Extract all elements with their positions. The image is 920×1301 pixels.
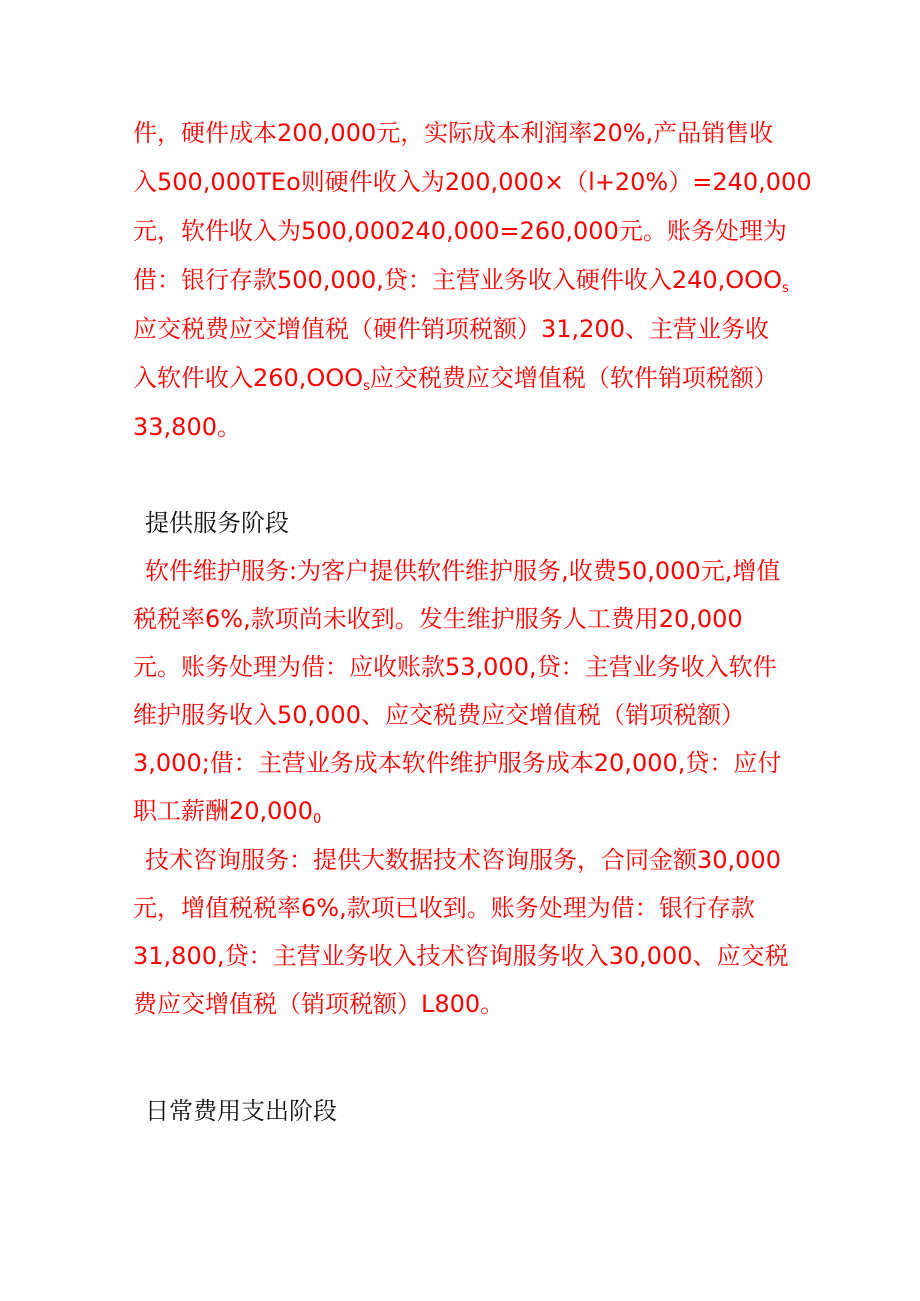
text-line: 元，增值税税率6%,款项已收到。账务处理为借：银行存款 — [133, 894, 755, 922]
text-line: 33,800。 — [133, 413, 241, 441]
text-line: 技术咨询服务：提供大数据技术咨询服务，合同金额30,000 — [145, 846, 781, 874]
section-heading-service: 提供服务阶段 — [145, 509, 289, 537]
text-line: 税税率6%,款项尚未收到。发生维护服务人工费用20,000 — [133, 605, 743, 633]
text-line: 入500,000TEo则硬件收入为200,000×（l+20%）=240,000 — [133, 168, 812, 196]
text-span: 借：银行存款500,000,贷：主营业务收入硬件收入240,OOO — [133, 266, 782, 294]
text-line: 元，软件收入为500,000240,000=260,000元。账务处理为 — [133, 217, 787, 245]
text-span: 职工薪酬20,000 — [133, 797, 313, 825]
subscript-mark: 0 — [312, 812, 322, 827]
text-span: 入软件收入260,OOO — [133, 364, 364, 392]
text-line — [133, 363, 778, 393]
text-line: 费应交增值税（销项税额）L800。 — [133, 990, 505, 1018]
section-heading-expense: 日常费用支出阶段 — [145, 1097, 337, 1125]
text-line — [133, 265, 789, 295]
subscript-mark: s — [363, 379, 370, 394]
text-line — [133, 796, 321, 826]
text-line: 元。账务处理为借：应收账款53,000,贷：主营业务收入软件 — [133, 653, 777, 681]
text-line: 31,800,贷：主营业务收入技术咨询服务收入30,000、应交税 — [133, 942, 789, 970]
text-line: 3,000;借：主营业务成本软件维护服务成本20,000,贷：应付 — [133, 749, 782, 777]
text-line: 应交税费应交增值税（硬件销项税额）31,200、主营业务收 — [133, 315, 769, 343]
subscript-mark: s — [781, 281, 789, 296]
text-line: 软件维护服务:为客户提供软件维护服务,收费50,000元,增值 — [145, 557, 781, 585]
text-span: 应交税费应交增值税（软件销项税额） — [369, 364, 778, 392]
text-line: 维护服务收入50,000、应交税费应交增值税（销项税额） — [133, 701, 745, 729]
text-line: 件，硬件成本200,000元，实际成本利润率20%,产品销售收 — [133, 119, 774, 147]
